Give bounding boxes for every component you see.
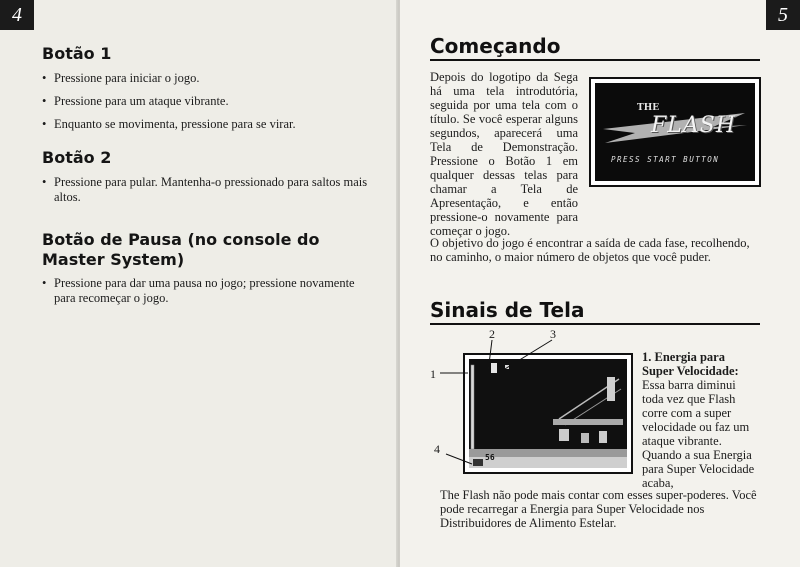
bullet-item: • Pressione para pular. Mantenha-o pressionado para saltos mais altos. bbox=[42, 175, 372, 205]
bullet-item: • Pressione para um ataque vibrante. bbox=[42, 94, 372, 109]
hud-counter: 56 bbox=[485, 453, 495, 462]
energy-item-title: 1. Energia para Super Velocidade: bbox=[642, 350, 739, 378]
energy-item-text: Essa barra diminui toda vez que Flash corre com a super velocidade ou faz um ataque vibrante. Quando a sua Energia para Super Velocidade acaba, bbox=[642, 378, 755, 490]
press-start-text: PRESS START BUTTON bbox=[611, 155, 720, 164]
bullet-item: • Enquanto se movimenta, pressione para se virar. bbox=[42, 117, 372, 132]
logo-the: THE bbox=[637, 103, 660, 113]
section-botao-1 bbox=[42, 44, 372, 140]
heading-comecando: Começando bbox=[430, 34, 760, 61]
heading-botao-pausa: Botão de Pausa (no console do Master System) bbox=[42, 230, 320, 269]
paragraph-objetivo: O objetivo do jogo é encontrar a saída de cada fase, recolhendo, no caminho, o maior número de objetos que você puder. bbox=[430, 236, 750, 264]
logo-flash: FLASH bbox=[651, 113, 737, 138]
heading-sinais-de-tela: Sinais de Tela bbox=[430, 298, 760, 325]
section-botao-pausa bbox=[42, 230, 374, 314]
callout-3: 3 bbox=[550, 327, 556, 341]
energy-continuation: The Flash não pode mais contar com esses super-poderes. Você pode recarregar a Energia para Super Velocidade nos Distribuidores de Alimento Estelar. bbox=[440, 488, 757, 530]
right-page bbox=[400, 0, 800, 567]
bullets-botao-1 bbox=[42, 71, 372, 132]
callout-2: 2 bbox=[489, 327, 495, 341]
callout-4: 4 bbox=[434, 442, 440, 456]
bullet-item: • Pressione para dar uma pausa no jogo; pressione novamente para recomeçar o jogo. bbox=[42, 276, 374, 306]
paragraph-intro-text: Depois do logotipo da Sega há uma tela introdutória, seguida por uma tela com o título. Se você esperar alguns segundos, aparecerá uma Tela de Demonstração. Pressione o Botão 1 em qualquer dessas telas para chamar a Tela de Apresentação, e então pressione-o novamente para começar o jogo. bbox=[430, 70, 578, 238]
bullets-botao-pausa bbox=[42, 276, 374, 306]
bullet-item: • Pressione para iniciar o jogo. bbox=[42, 71, 372, 86]
heading-botao-1: Botão 1 bbox=[42, 44, 112, 63]
bullets-botao-2 bbox=[42, 175, 372, 205]
page-number-left: 4 bbox=[0, 0, 34, 30]
heading-botao-2: Botão 2 bbox=[42, 148, 112, 167]
page-number-right: 5 bbox=[766, 0, 800, 30]
energy-description bbox=[642, 350, 759, 490]
callout-1: 1 bbox=[430, 367, 436, 381]
section-botao-2 bbox=[42, 148, 372, 213]
left-page bbox=[0, 0, 398, 567]
